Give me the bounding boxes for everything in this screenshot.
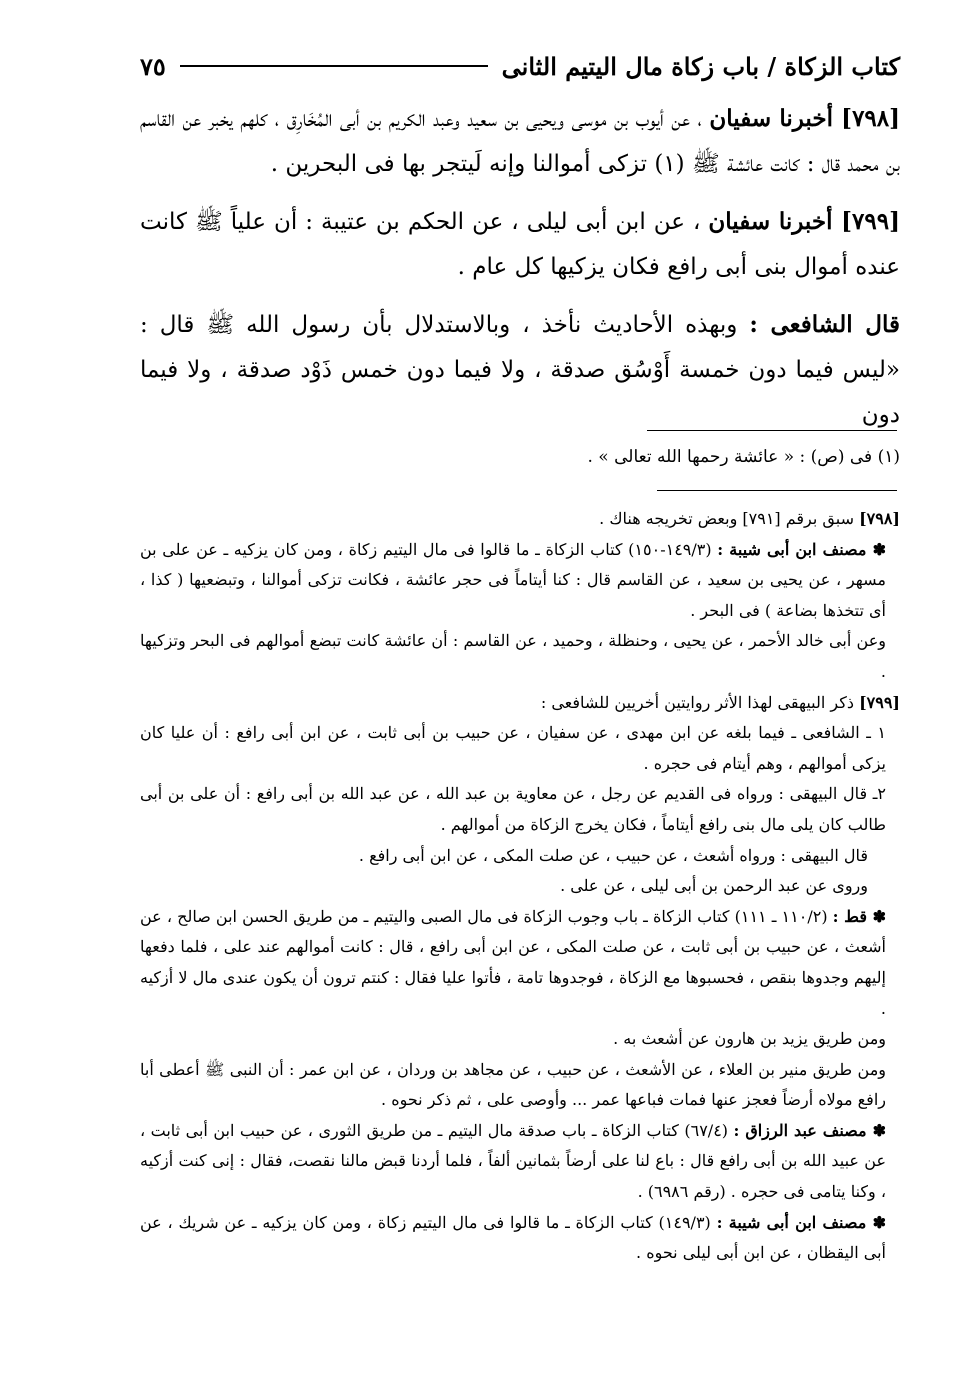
note-text: ٢ـ قال البيهقى : ورواه فى القديم عن رجل ، عن معاوية بن عبد الله ، عن عبد الله بن أبى رافع : أن على بن أبى طالب كان يلى مال بنى رافع أيتاماً ، فكان يخرج الزكاة من أموالهم .: [140, 784, 886, 834]
note-source: [٧٩٩]: [859, 692, 900, 712]
note-text: سبق برقم [٧٩١] وبعض تخريجه هناك .: [599, 509, 860, 528]
paragraph-799: [٧٩٩] أخبرنا سفيان ، عن ابن أبى ليلى ، عن الحكم بن عتيبة : أن علياً ﷺ كانت عنده أموال بنى أبى رافع فكان يزكيها كل عام .: [140, 208, 900, 280]
note-source: [٧٩٨]: [859, 509, 900, 528]
note-line: [140, 535, 900, 627]
note-text: ١ ـ الشافعى ـ فيما بلغه عن ابن مهدى ، عن سفيان ، عن حبيب بن أبى ثابت ، عن ابن أبى رافع : أن عليا كان يزكى أموالهم ، وهم أيتام فى حجره .: [140, 723, 886, 773]
takhrij-notes: [140, 504, 900, 1269]
note-line: [140, 1208, 900, 1269]
note-text: ومن طريق منير بن العلاء ، عن الأشعث ، عن حبيب ، عن مجاهد بن وردان ، عن ابن عمر : أن النبى ﷺ أعطى أبا رافع مولاه أرضاً فعجز عنها فمات فباعها عمر ... وأوصى على ، ثم ذكر نحوه .: [140, 1059, 886, 1110]
note-source: ✽ قط :: [832, 906, 887, 926]
note-text: قال البيهقى : ورواه أشعث ، عن حبيب ، عن صلت المكى ، عن ابن أبى رافع .: [358, 845, 868, 865]
ref-shafii: قال الشافعى :: [749, 311, 900, 338]
note-text: ومن طريق يزيد بن هارون عن أشعث به .: [613, 1029, 886, 1049]
note-source: ✽ مصنف ابن أبى شيبة :: [716, 1212, 887, 1232]
note-text: وعن أبى خالد الأحمر ، عن يحيى ، وحنظلة ، وحميد ، عن القاسم : أن عائشة كانت تبضع أموالهم فى البحر وتزكيها .: [140, 631, 886, 681]
note-text: ذكر البيهقى لهذا الأثر روايتين أخريين للشافعى :: [540, 692, 860, 712]
note-line: [140, 718, 900, 779]
note-line: [140, 841, 900, 872]
note-line: [140, 902, 900, 1024]
notes-divider: [657, 490, 897, 491]
ref-799: [٧٩٩] أخبرنا سفيان: [708, 208, 900, 235]
note-text: (١١٠/٢ ـ ١١١) كتاب الزكاة ـ باب وجوب الزكاة فى مال الصبى واليتيم ـ من طريق الحسن ابن صالح ، عن أشعث ، عن حبيب بن أبى ثابت ، عن صلت المكى ، عن ابن أبى رافع ، قال : كانت أموالهم عند على ، فلما دفعها إليهم وجدوها بنقص ، فحسبوها مع الزكاة ، فوجدوها تامة ، فأتوا عليا فقال : كنتم ترون أن يكون عندى مال لا أزكيه .: [140, 906, 886, 1018]
running-header: [140, 46, 900, 86]
note-line: [140, 504, 900, 535]
note-line: [140, 1024, 900, 1055]
note-line: [140, 688, 900, 719]
ref-798: [٧٩٨] أخبرنا سفيان: [709, 105, 901, 132]
note-text: (١٤٩/٣-١٥٠) كتاب الزكاة ـ ما قالوا فى مال اليتيم زكاة ، ومن كان يزكيه ـ عن على بن مسهر ، عن يحيى بن سعيد ، عن القاسم قال : كنا أيتاماً فى حجر عائشة ، فكانت تزكى أموالنا ، وتبضعيها ( كذا ، أى تتخذها بضاعة ) فى البحر .: [140, 539, 886, 620]
note-line: [140, 626, 900, 687]
paragraph-798: [٧٩٨] أخبرنا سفيان ، عن أيوب بن موسى ويحيى بن سعيد وعبد الكريم بن أبى المُخَارِق ، كلهم يخبر عن القاسم بن محمد قال : كانت عائشة ﷺ (١) تزكى أموالنا وإنه لَيتجر بها فى البحرين .: [140, 105, 901, 177]
header-title: كتاب الزكاة / باب زكاة مال اليتيم الثانى: [501, 51, 900, 81]
note-text: (١٤٩/٣) كتاب الزكاة ـ ما قالوا فى مال اليتيم زكاة ، ومن كان يزكيه ـ عن شريك ، عن أبى اليقظان ، عن ابن أبى ليلى نحوه .: [140, 1212, 886, 1263]
note-line: [140, 871, 900, 902]
note-text: (٦٧/٤) كتاب الزكاة ـ باب صدقة مال اليتيم ـ من طريق الثورى ، عن حبيب ابن أبى ثابت ، عن عبيد الله بن أبى رافع قال : باع لنا على أرضاً بثمانين ألفاً ، فلما أردنا قبض مالنا نقصت، فقال : إنى كنت أزكيه ، وكنا يتامى فى حجره . (رقم ٦٩٨٦) .: [140, 1120, 886, 1202]
footnote-divider: [647, 430, 897, 431]
note-line: [140, 1055, 900, 1116]
footnote-1: (١) فى (ص) : « عائشة رحمها الله تعالى » .: [587, 447, 900, 467]
page-number: ٧٥: [140, 51, 166, 81]
note-line: [140, 1116, 900, 1208]
header-rule: [180, 65, 488, 67]
main-text: [140, 96, 900, 450]
note-source: ✽ مصنف ابن أبى شيبة :: [717, 539, 887, 559]
note-line: [140, 779, 900, 840]
paragraph-shafii: قال الشافعى : وبهذه الأحاديث نأخذ ، وبالاستدلال بأن رسول الله ﷺ قال : «ليس فيما دون خمسة أَوْسُق صدقة ، ولا فيما دون خمس ذَوْد صدقة ، ولا فيما دون: [140, 311, 900, 428]
note-text: وروى عن عبد الرحمن بن أبى ليلى ، عن على .: [560, 876, 868, 896]
note-source: ✽ مصنف عبد الرزاق :: [733, 1120, 886, 1140]
